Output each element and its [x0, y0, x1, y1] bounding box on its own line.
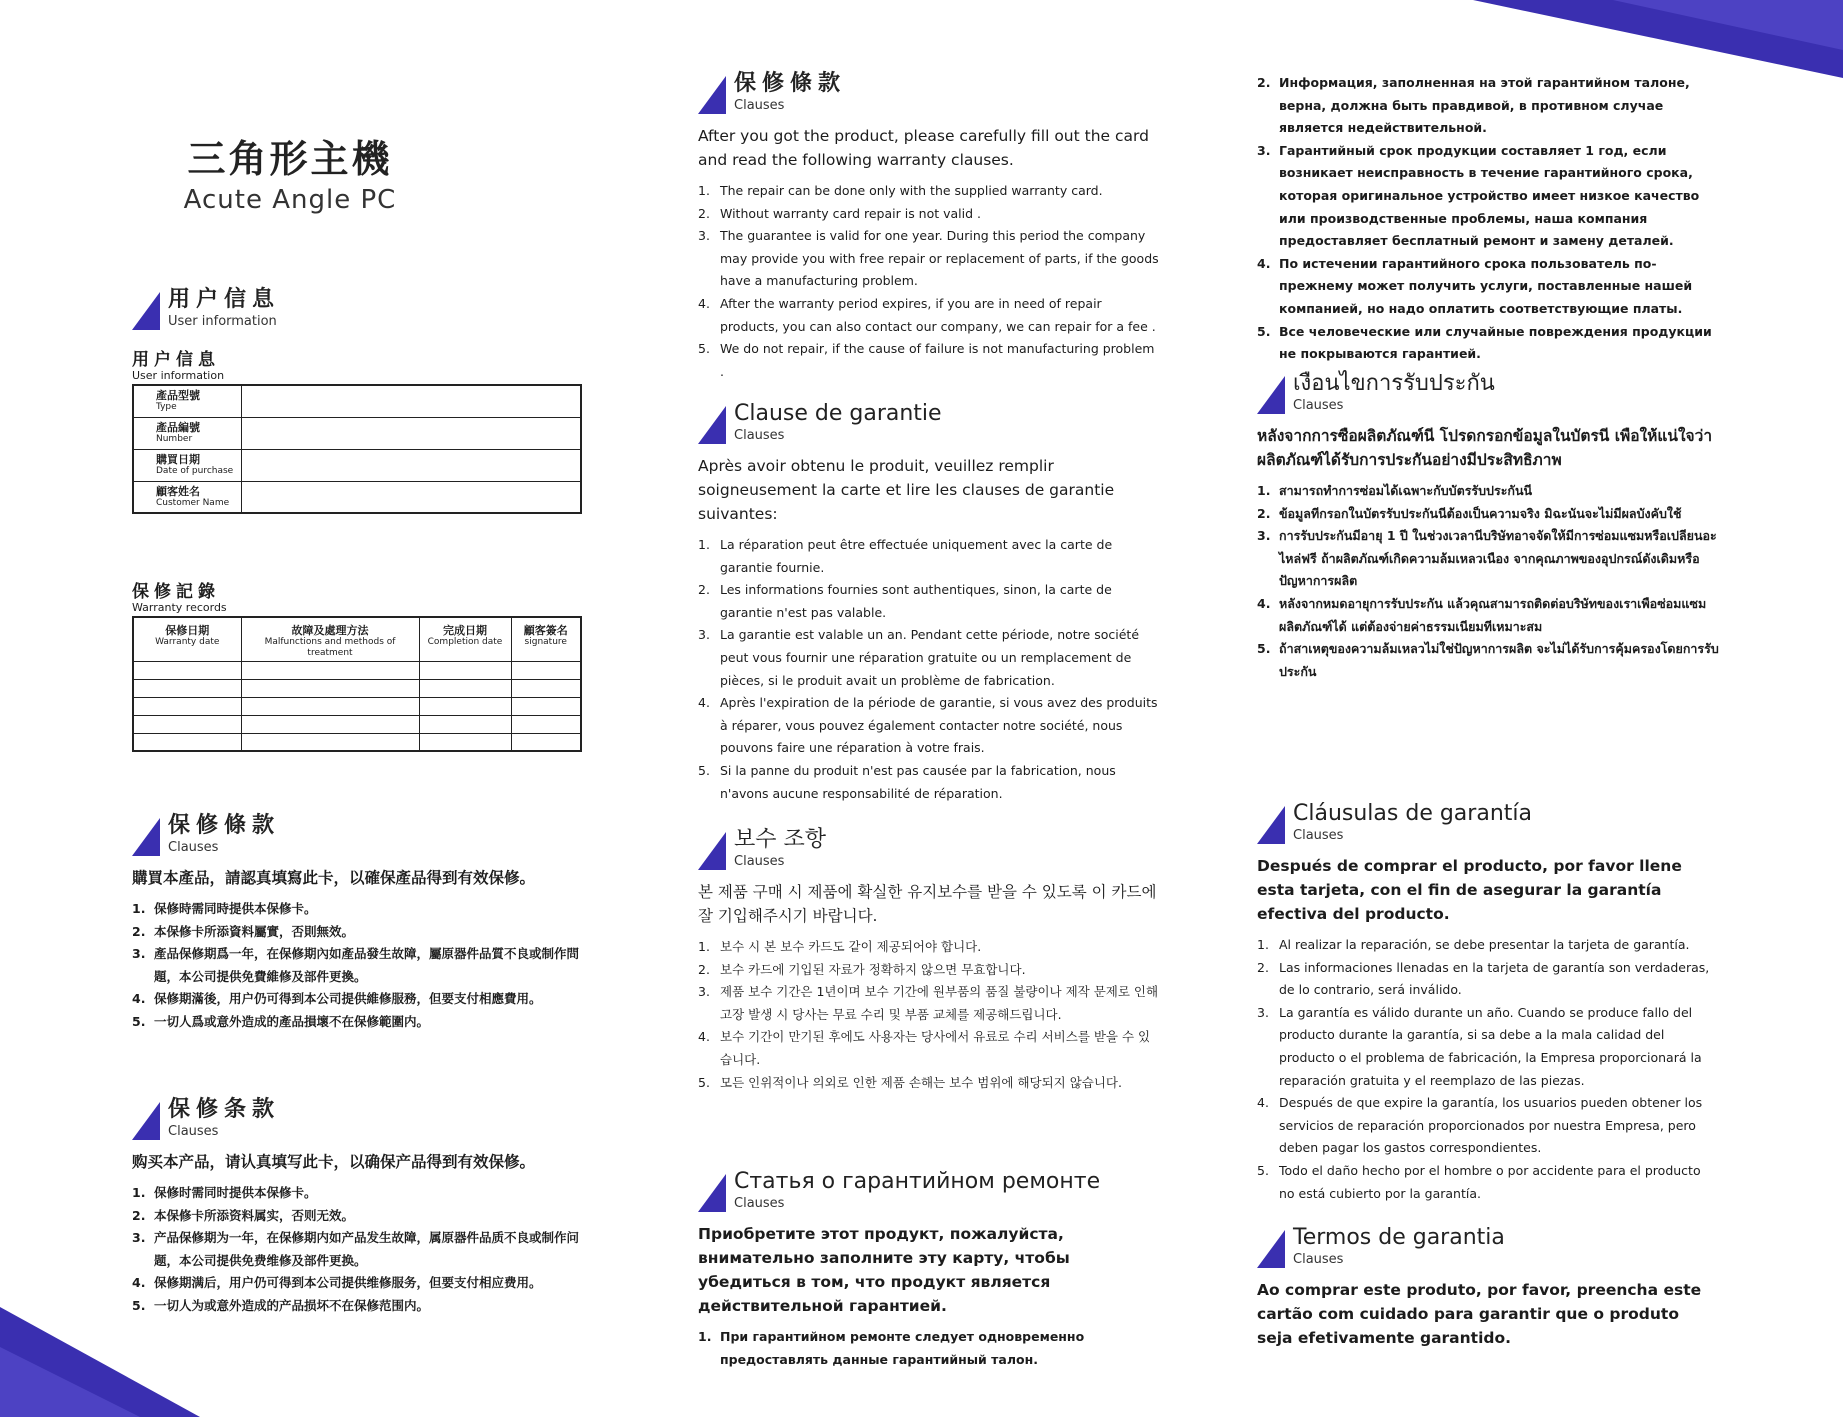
- list-item: 3. The guarantee is valid for one year. During this period the company may provide you with free repair or replacement of parts, if the goods have a manufacturing problem.: [698, 228, 1159, 289]
- purchase-date-field[interactable]: [241, 449, 581, 481]
- ru-continued: [1257, 64, 1719, 366]
- clause-list: [132, 898, 602, 1034]
- section-subtitle: Clauses: [734, 1196, 785, 1211]
- triangle-icon: [698, 76, 726, 114]
- triangle-icon: [698, 832, 726, 870]
- list-item: 2. Les informations fournies sont authentiques, sinon, la carte de garantie n'est pas valable.: [698, 582, 1112, 620]
- clauses-section-en: [698, 70, 1160, 383]
- row-label: 產品編號 Number: [133, 417, 241, 449]
- list-item: 4. 保修期滿後，用户仍可得到本公司提供維修服務，但要支付相應費用。: [132, 991, 542, 1007]
- table-row: [133, 385, 581, 417]
- list-item: 4. Después de que expire la garantía, los usuarios pueden obtener los servicios de reparación proporcionados por nuestra Empresa, pero deben pagar los gastos correspondientes.: [1257, 1095, 1703, 1156]
- section-header: [698, 70, 1160, 118]
- warranty-records: [132, 582, 582, 752]
- list-item: 5. Si la panne du produit n'est pas causée par la fabrication, nous n'avons aucune responsabilité de réparation.: [698, 762, 1116, 801]
- section-intro: After you got the product, please carefully fill out the card and read the following warranty clauses.: [698, 127, 1149, 169]
- list-item: 1. The repair can be done only with the supplied warranty card.: [698, 183, 1103, 198]
- section-title: 보수 조항: [734, 827, 827, 852]
- list-item: 4. 보수 기간이 만기된 후에도 사용자는 당사에서 유료로 수리 서비스를 받을 수 있습니다.: [698, 1029, 1151, 1067]
- list-item: 5. 一切人为或意外造成的产品损坏不在保修范围内。: [132, 1297, 430, 1313]
- table-header-row: [133, 617, 581, 661]
- table-row[interactable]: [133, 679, 581, 697]
- triangle-icon: [1257, 806, 1285, 844]
- list-item: 1. Al realizar la reparación, se debe presentar la tarjeta de garantía.: [1257, 937, 1690, 952]
- brand-name-en: Acute Angle PC: [183, 185, 397, 215]
- form-label-cn: 用户信息: [132, 350, 220, 370]
- section-title: Статья о гарантийном ремонте: [734, 1169, 1101, 1194]
- column-header: 顧客簽名 signature: [511, 617, 581, 661]
- section-subtitle: User information: [168, 314, 277, 329]
- type-field[interactable]: [241, 385, 581, 417]
- section-intro: หลังจากการซือผลิตภัณฑ์นี โปรดกรอกข้อมูลในบัตรนี เพือให้แน่ใจว่าผลิตภัณฑ์ได้รับการประกันอย่างมีประสิทธิภาพ: [1257, 427, 1713, 469]
- list-item: 1. สามารถทำการซ่อมได้เฉพาะกับบัตรรับประกันนี: [1257, 483, 1533, 498]
- list-item: 1. 保修時需同時提供本保修卡。: [132, 901, 317, 916]
- section-subtitle: Clauses: [168, 1124, 219, 1139]
- section-header: [132, 812, 602, 860]
- table-row: [133, 481, 581, 513]
- list-item: 3. 產品保修期爲一年，在保修期內如產品發生故障，屬原器件品質不良或制作問題，本公司提供免費維修及部件更換。: [132, 946, 580, 984]
- clause-list: [698, 1326, 1160, 1371]
- list-item: 1. La réparation peut être effectuée uniquement avec la carte de garantie fournie.: [698, 537, 1113, 575]
- list-item: 5. 모든 인위적이나 의외로 인한 제품 손해는 보수 범위에 해당되지 않습니다.: [698, 1074, 1122, 1090]
- number-field[interactable]: [241, 417, 581, 449]
- list-item: 5. 一切人爲或意外造成的產品損壞不在保修範圍内。: [132, 1013, 430, 1029]
- section-subtitle: Clauses: [1293, 398, 1344, 413]
- clause-list: [698, 180, 1160, 383]
- row-label: 購買日期 Date of purchase: [133, 449, 241, 481]
- section-header: [698, 400, 1160, 448]
- section-intro: Après avoir obtenu le produit, veuillez remplir soigneusement la carte et lire les clauses de garantie suivantes:: [698, 457, 1115, 523]
- list-item: 3. Гарантийный срок продукции составляет 1 год, если возникает неисправность в течение гарантийного срока, которая оригинальное устройство имеет низкое качество или производственные проблемы, наша компания предоставляет бесплатный ремонт и замену деталей.: [1257, 142, 1700, 249]
- list-item: 2. 本保修卡所添資料屬實，否則無效。: [132, 923, 355, 939]
- row-label: 產品型號 Type: [133, 385, 241, 417]
- form-label-en: User information: [132, 369, 225, 382]
- list-item: 3. La garantie est valable un an. Pendant cette période, notre société peut vous fournir une réparation gratuite ou un remplacement de pièces, si le produit avait un problème de fabrication.: [698, 627, 1140, 688]
- table-row[interactable]: [133, 697, 581, 715]
- triangle-icon: [132, 818, 160, 856]
- section-subtitle: Clauses: [1293, 828, 1344, 843]
- list-item: 5. Todo el daño hecho por el hombre o por accidente para el producto no está cubierto por la garantía.: [1257, 1162, 1701, 1201]
- warranty-records-table: [132, 616, 582, 752]
- table-row: [133, 417, 581, 449]
- clauses-section-ko: [698, 826, 1160, 1094]
- clauses-section-ru: [698, 1168, 1160, 1371]
- list-item: 4. По истечении гарантийного срока пользователь по-прежнему может получить услуги, поставленные нашей компанией, но надо оплатить соответствующие платы.: [1257, 255, 1693, 316]
- list-item: 5. Все человеческие или случайные повреждения продукции не покрываются гарантией.: [1257, 323, 1712, 362]
- column-header: 故障及處理方法 Malfunctions and methods of treatment: [241, 617, 419, 661]
- clause-list: [132, 1182, 602, 1318]
- section-title: 保修條款: [168, 813, 281, 838]
- section-subtitle: Clauses: [734, 428, 785, 443]
- list-item: 2. Without warranty card repair is not valid .: [698, 205, 982, 221]
- list-item: 2. 보수 카드에 기입된 자료가 정확하지 않으면 무효합니다.: [698, 961, 1026, 977]
- list-item: 3. การรับประกันมีอายุ 1 ปี ในช่วงเวลานีบริษัทอาจจัดให้มีการซ่อมแซมหรือเปลียนอะไหล่ฟรี ถ้าผลิตภัณฑ์เกิดความล้มเหลวเนือง จากคุณภาพของอุปกรณ์ดังเดิมหรือปัญหาการผลิต: [1257, 528, 1717, 589]
- list-item: 5. ถ้าสาเหตุของความล้มเหลวไม่ใช่ปัญหาการผลิต จะไม่ได้รับการคุ้มครองโดยการรับประกัน: [1257, 641, 1719, 679]
- section-title: Termos de garantia: [1293, 1225, 1505, 1250]
- section-subtitle: Clauses: [1293, 1252, 1344, 1267]
- list-item: 1. 保修时需同时提供本保修卡。: [132, 1185, 317, 1200]
- section-intro: 본 제품 구매 시 제품에 확실한 유지보수를 받을 수 있도록 이 카드에 잘 기입해주시기 바랍니다.: [698, 883, 1157, 925]
- user-info-section: [132, 286, 582, 334]
- list-item: 4. 保修期满后，用户仍可得到本公司提供维修服务，但要支付相应费用。: [132, 1275, 542, 1291]
- triangle-icon: [698, 406, 726, 444]
- section-header: [1257, 370, 1719, 418]
- section-intro: Приобретите этот продукт, пожалуйста, внимательно заполните эту карту, чтобы убедиться в том, что продукт является действительной гарантией.: [698, 1225, 1070, 1315]
- section-title: 保修条款: [168, 1097, 281, 1122]
- clause-list: [698, 936, 1160, 1094]
- records-label-en: Warranty records: [132, 601, 227, 614]
- table-row[interactable]: [133, 715, 581, 733]
- list-item: 1. 보수 시 본 보수 카드도 같이 제공되어야 합니다.: [698, 939, 982, 954]
- table-row: [133, 449, 581, 481]
- list-item: 4. หลังจากหมดอายุการรับประกัน แล้วคุณสามารถติดต่อบริษัทของเราเพือซ่อมแซมผลิตภัณฑ์ได้ แต่ต้องจ่ายค่าธรรมเนียมทีเหมาะสม: [1257, 595, 1707, 634]
- customer-name-field[interactable]: [241, 481, 581, 513]
- section-header: [698, 1168, 1160, 1216]
- brand-name-cn: 三角形主機: [187, 137, 393, 181]
- list-item: 2. ข้อมูลทีกรอกในบัตรรับประกันนีต้องเป็นความจริง มิฉะนันจะไม่มีผลบังคับใช้: [1257, 505, 1682, 521]
- triangle-icon: [132, 1102, 160, 1140]
- column-3: [1257, 0, 1719, 1417]
- clauses-section-zh-cn: [132, 1096, 602, 1318]
- clause-list: [1257, 934, 1719, 1205]
- triangle-icon: [1257, 376, 1285, 414]
- triangle-icon: [132, 292, 160, 330]
- section-title: เงือนไขการรับประกัน: [1293, 371, 1495, 396]
- section-header: [132, 286, 582, 334]
- column-header: 完成日期 Completion date: [419, 617, 511, 661]
- section-intro: 購買本產品，請認真填寫此卡，以確保產品得到有效保修。: [132, 869, 536, 887]
- section-subtitle: Clauses: [168, 840, 219, 855]
- section-title: 用户信息: [168, 287, 281, 312]
- list-item: 3. La garantía es válido durante un año. Cuando se produce fallo del producto durante la garantía, si sa debe a la mala calidad del producto o el problema de fabricación, la Empresa proporcionará la reparación gratuita y el reemplazo de las piezas.: [1257, 1004, 1702, 1088]
- column-1: [120, 0, 600, 1417]
- section-title: 保修條款: [734, 71, 847, 96]
- section-intro: 购买本产品，请认真填写此卡，以确保产品得到有效保修。: [132, 1153, 536, 1171]
- section-header: [698, 826, 1160, 874]
- clause-list: [1257, 480, 1719, 683]
- list-item: 2. Las informaciones llenadas en la tarjeta de garantía son verdaderas, de lo contrario, será inválido.: [1257, 959, 1710, 998]
- list-item: 5. We do not repair, if the cause of failure is not manufacturing problem .: [698, 341, 1155, 379]
- section-title: Cláusulas de garantía: [1293, 801, 1532, 826]
- records-label-cn: 保修記錄: [132, 582, 220, 602]
- clauses-section-th: [1257, 370, 1719, 683]
- list-item: 1. При гарантийном ремонте следует одновременно предоставлять данные гарантийный талон.: [698, 1329, 1085, 1367]
- clause-list: [698, 534, 1160, 805]
- section-intro: Después de comprar el producto, por favor llene esta tarjeta, con el fin de asegurar la garantía efectiva del producto.: [1257, 857, 1682, 923]
- section-header: [1257, 800, 1719, 848]
- section-intro: Ao comprar este produto, por favor, preencha este cartão com cuidado para garantir que o produto seja efetivamente garantido.: [1257, 1281, 1702, 1347]
- section-subtitle: Clauses: [734, 854, 785, 869]
- row-label: 顧客姓名 Customer Name: [133, 481, 241, 513]
- list-item: 4. After the warranty period expires, if you are in need of repair products, you can also contact our company, we can repair for a fee .: [698, 295, 1156, 334]
- list-item: 2. 本保修卡所添资料属实，否则无效。: [132, 1207, 355, 1223]
- section-header: [1257, 1224, 1719, 1272]
- table-row[interactable]: [133, 733, 581, 751]
- clauses-section-fr: [698, 400, 1160, 805]
- list-item: 3. 产品保修期为一年，在保修期内如产品发生故障，属原器件品质不良或制作问题，本公司提供免费维修及部件更换。: [132, 1230, 580, 1268]
- triangle-icon: [1257, 1230, 1285, 1268]
- section-header: [132, 1096, 602, 1144]
- clauses-section-pt: [1257, 1224, 1719, 1350]
- column-2: [688, 0, 1159, 1417]
- table-row[interactable]: [133, 661, 581, 679]
- column-header: 保修日期 Warranty date: [133, 617, 241, 661]
- list-item: 3. 제품 보수 기간은 1년이며 보수 기간에 원부품의 품질 불량이나 제작 문제로 인해 고장 발생 시 당사는 무료 수리 및 부품 교체를 제공해드립니다.: [698, 984, 1159, 1022]
- clauses-section-zh-tw: [132, 812, 602, 1034]
- list-item: 2. Информация, заполненная на этой гарантийном талоне, верна, должна быть правдивой, в противном случае является недействительной.: [1257, 75, 1690, 136]
- section-subtitle: Clauses: [734, 98, 785, 113]
- clause-list: [1257, 72, 1719, 366]
- clauses-section-es: [1257, 800, 1719, 1205]
- user-info-table: [132, 384, 582, 514]
- section-title: Clause de garantie: [734, 401, 942, 426]
- list-item: 4. Après l'expiration de la période de garantie, si vous avez des produits à réparer, vous pouvez également contacter notre société, nous pouvons faire une réparation à votre frais.: [698, 695, 1158, 756]
- user-info-form: [132, 350, 582, 514]
- triangle-icon: [698, 1174, 726, 1212]
